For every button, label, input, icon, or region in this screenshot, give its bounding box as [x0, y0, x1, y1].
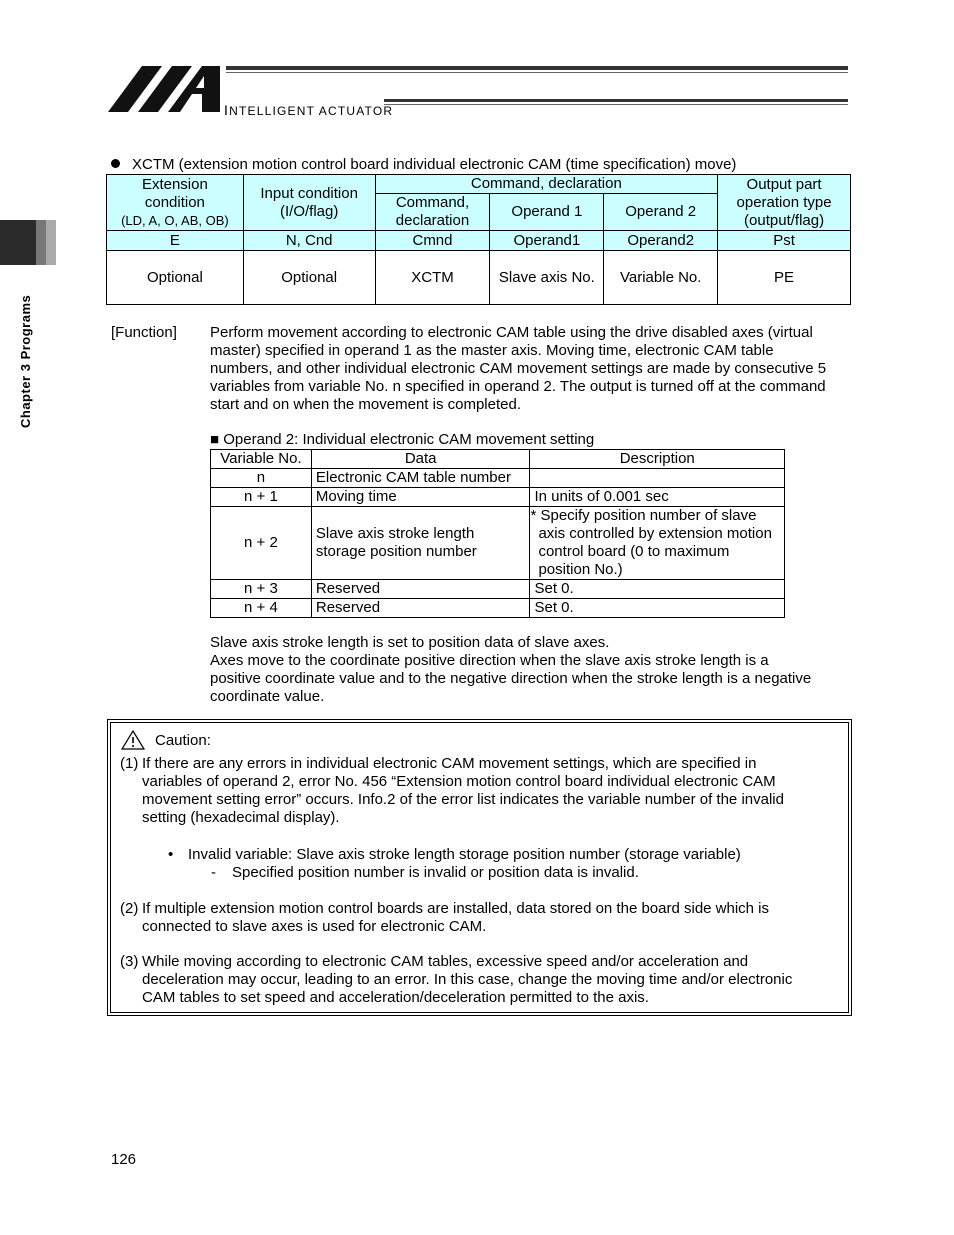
caution-item-1: If there are any errors in individual electronic CAM movement settings, which are specified in variables of operand 2, error No. 456 “Extension motion control board individual electronic CAM movement setting error” occurs. Info.2 of the error list indicates the variable number of the invalid setting (hexadecimal display). [142, 755, 784, 826]
chapter-tab-light [46, 220, 56, 265]
value-row: Optional Optional XCTM Slave axis No. Variable No. PE [107, 251, 851, 305]
operand2-header-row: Variable No. Data Description [211, 450, 785, 469]
header-rule-bottom-thin [384, 104, 848, 105]
caution-item-3: While moving according to electronic CAM tables, excessive speed and/or acceleration and deceleration may occur, leading to an error. In this case, change the moving time and/or electronic CAM tables to set speed and acceleration/deceleration permitted to the axis. [142, 953, 793, 1006]
header-rule-top [226, 66, 848, 70]
command-table [106, 174, 851, 305]
warning-icon [121, 730, 145, 750]
header-rule-top-thin [226, 72, 848, 73]
caution-item-3-number: (3) [120, 953, 139, 970]
header-output-part: Output part operation type (output/flag) [718, 175, 851, 231]
caution-box [110, 722, 849, 1013]
table-row: n + 4 Reserved Set 0. [211, 599, 785, 618]
header-rule-bottom [384, 99, 848, 102]
caution-item-2-number: (2) [120, 900, 139, 917]
stroke-notes: Slave axis stroke length is set to position data of slave axes. Axes move to the coordinate positive direction when the slave axis stroke length is a positive coordinate value and to the negative direction when the stroke length is a negative coordinate value. [210, 634, 812, 705]
ia-logo [108, 64, 224, 114]
symbol-row: E N, Cnd Cmnd Operand1 Operand2 Pst [107, 231, 851, 251]
table-row: n + 3 Reserved Set 0. [211, 580, 785, 599]
chapter-label: Chapter 3 Programs [18, 294, 33, 428]
dash-icon: - [211, 864, 216, 881]
table-row: n + 2 Slave axis stroke length storage position number * Specify position number of slave axis controlled by extension motion control board (0 to maximum position No.) [211, 507, 785, 580]
brand-name: INTELLIGENT ACTUATOR [224, 102, 394, 118]
function-text: Perform movement according to electronic CAM table using the drive disabled axes (virtual master) specified in operand 1 as the master axis. Moving time, electronic CAM table numbers, and other individual electronic CAM movement settings are made by consecutive 5 variables from variable No. n specified in operand 2. The output is turned off at the command start and on when the movement is completed. [210, 324, 827, 413]
caution-bullet: Invalid variable: Slave axis stroke length storage position number (storage variable) [188, 846, 741, 863]
table-row: n Electronic CAM table number [211, 469, 785, 488]
caution-title: Caution: [155, 732, 211, 749]
caution-item-1-number: (1) [120, 755, 139, 772]
caution-item-2: If multiple extension motion control boards are installed, data stored on the board side which is connected to slave axes is used for electronic CAM. [142, 900, 770, 935]
chapter-tab-dark [0, 220, 36, 265]
caution-sub-bullet: Specified position number is invalid or position data is invalid. [232, 864, 639, 881]
operand2-title: ■ Operand 2: Individual electronic CAM movement setting [210, 431, 595, 448]
header-extension-condition: Extension condition (LD, A, O, AB, OB) [107, 175, 244, 231]
bullet-icon: • [168, 846, 174, 863]
chapter-tab-mid [36, 220, 46, 265]
header-input-condition: Input condition (I/O/flag) [243, 175, 375, 231]
bullet-dot-icon [111, 159, 120, 168]
header-command-group: Command, declaration [375, 175, 718, 194]
header-operand-2: Operand 2 [604, 194, 718, 231]
operand2-table [210, 449, 785, 618]
command-heading: XCTM (extension motion control board individual electronic CAM (time specification) move) [111, 156, 736, 173]
header-operand-1: Operand 1 [490, 194, 604, 231]
function-label: [Function] [111, 324, 177, 341]
page-number: 126 [111, 1151, 137, 1168]
header-command: Command, declaration [375, 194, 490, 231]
table-row: n + 1 Moving time In units of 0.001 sec [211, 488, 785, 507]
